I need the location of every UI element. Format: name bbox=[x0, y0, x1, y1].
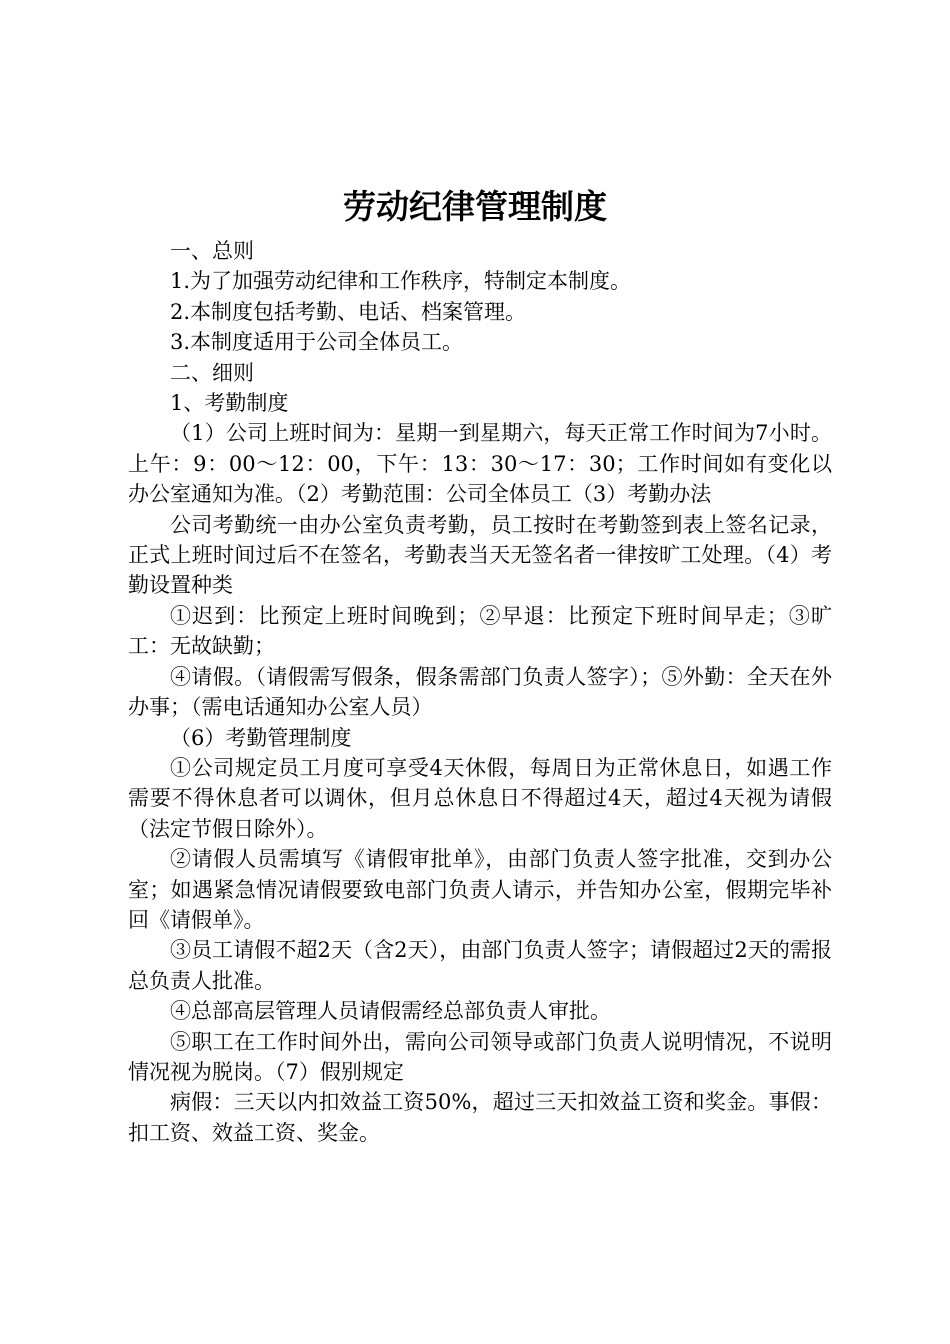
paragraph: （6）考勤管理制度 bbox=[170, 725, 352, 750]
paragraph: ①公司规定员工月度可享受4天休假，每周日为正常休息日，如遇工作需要不得休息者可以调休，但月总休息日不得超过4天，超过4天视为请假（法定节假日除外）。 bbox=[128, 755, 832, 841]
paragraph: ④请假。（请假需写假条，假条需部门负责人签字）；⑤外勤：全天在外办事；（需电话通知办公室人员） bbox=[128, 664, 832, 720]
paragraph: ②请假人员需填写《请假审批单》，由部门负责人签字批准，交到办公室；如遇紧急情况请假要致电部门负责人请示，并告知办公室，假期完毕补回《请假单》。 bbox=[128, 847, 832, 932]
paragraph: （1）公司上班时间为：星期一到星期六，每天正常工作时间为7小时。上午：9：00～12：00，下午：13：30～17：30；工作时间如有变化以办公室通知为准。（2）考勤范围：公司全体员工（3）考勤办法 bbox=[128, 421, 832, 507]
document-body bbox=[128, 236, 832, 1148]
paragraph: ①迟到：比预定上班时间晚到；②早退：比预定下班时间早走；③旷工：无故缺勤； bbox=[128, 603, 832, 659]
paragraph: ⑤职工在工作时间外出，需向公司领导或部门负责人说明情况，不说明情况视为脱岗。（7）假别规定 bbox=[128, 1029, 832, 1084]
document-title: 劳动纪律管理制度 bbox=[343, 187, 607, 226]
paragraph: 1.为了加强劳动纪律和工作秩序，特制定本制度。 bbox=[170, 269, 632, 294]
paragraph: 1、考勤制度 bbox=[170, 391, 289, 416]
paragraph: 公司考勤统一由办公室负责考勤，员工按时在考勤签到表上签名记录，正式上班时间过后不在签名，考勤表当天无签名者一律按旷工处理。（4）考勤设置种类 bbox=[128, 512, 832, 598]
paragraph: 2.本制度包括考勤、电话、档案管理。 bbox=[170, 299, 527, 324]
paragraph: 二、细则 bbox=[170, 360, 254, 385]
paragraph: 一、总则 bbox=[170, 239, 254, 263]
paragraph: 3.本制度适用于公司全体员工。 bbox=[170, 330, 464, 355]
paragraph: ③员工请假不超2天（含2天），由部门负责人签字；请假超过2天的需报总负责人批准。 bbox=[128, 938, 832, 993]
paragraph: 病假：三天以内扣效益工资50%，超过三天扣效益工资和奖金。事假：扣工资、效益工资、奖金。 bbox=[128, 1090, 832, 1145]
paragraph: ④总部高层管理人员请假需经总部负责人审批。 bbox=[170, 999, 611, 1024]
